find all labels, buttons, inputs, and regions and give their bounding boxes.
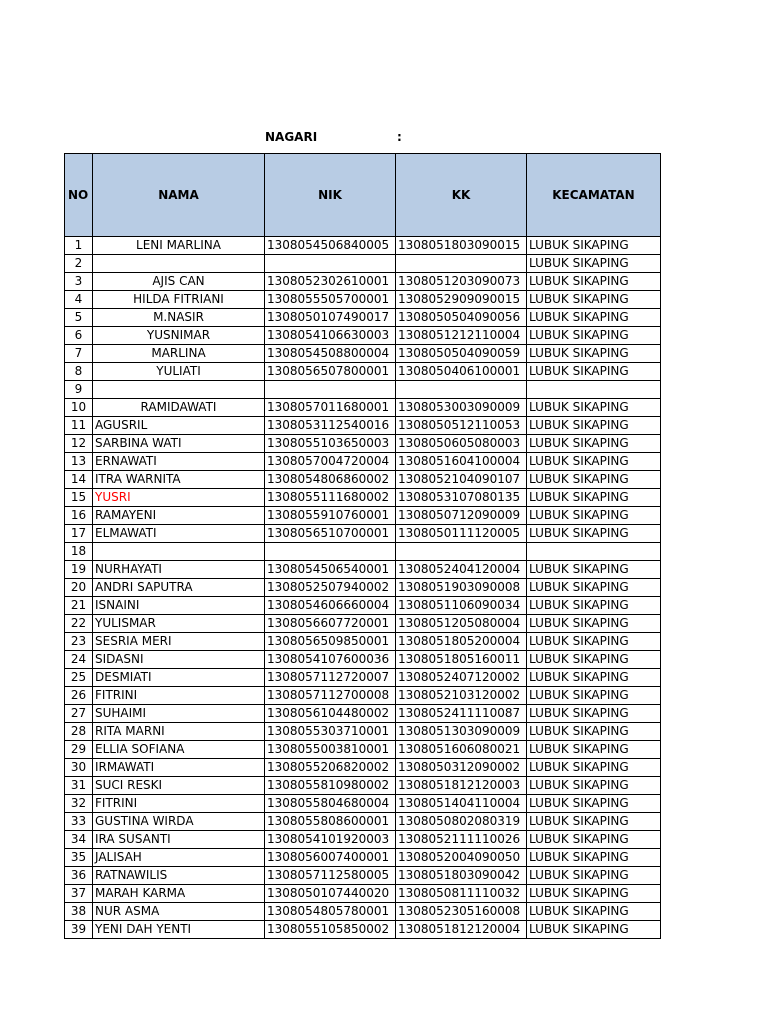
- cell-nama[interactable]: FITRINI: [93, 795, 265, 813]
- cell-kk[interactable]: 1308050802080319: [396, 813, 527, 831]
- cell-nik[interactable]: 1308054805780001: [265, 903, 396, 921]
- cell-kk[interactable]: 1308051604100004: [396, 453, 527, 471]
- table-row: [65, 849, 661, 867]
- cell-nik[interactable]: 1308055810980002: [265, 777, 396, 795]
- cell-kk[interactable]: 1308052404120004: [396, 561, 527, 579]
- cell-nik[interactable]: 1308054506540001: [265, 561, 396, 579]
- cell-nik[interactable]: 1308055003810001: [265, 741, 396, 759]
- cell-kk[interactable]: 1308052407120002: [396, 669, 527, 687]
- cell-nik[interactable]: 1308055303710001: [265, 723, 396, 741]
- table-row: [65, 669, 661, 687]
- cell-nik[interactable]: 1308057112700008: [265, 687, 396, 705]
- table-row: [65, 579, 661, 597]
- table-row: [65, 543, 661, 561]
- cell-kecamatan[interactable]: LUBUK SIKAPING: [527, 255, 661, 273]
- cell-nik[interactable]: 1308055910760001: [265, 507, 396, 525]
- cell-nama[interactable]: YUSNIMAR: [93, 327, 265, 345]
- cell-nik[interactable]: 1308055804680004: [265, 795, 396, 813]
- table-row: [65, 237, 661, 255]
- cell-kk[interactable]: 1308051803090015: [396, 237, 527, 255]
- cell-kk[interactable]: 1308050811110032: [396, 885, 527, 903]
- cell-kecamatan[interactable]: LUBUK SIKAPING: [527, 453, 661, 471]
- cell-kecamatan[interactable]: [527, 381, 661, 399]
- cell-kk[interactable]: 1308051205080004: [396, 615, 527, 633]
- data-table: [64, 153, 661, 939]
- cell-nik[interactable]: 1308057011680001: [265, 399, 396, 417]
- cell-no[interactable]: 27: [65, 705, 93, 723]
- cell-no[interactable]: 18: [65, 543, 93, 561]
- cell-nama[interactable]: ANDRI SAPUTRA: [93, 579, 265, 597]
- cell-no[interactable]: 1: [65, 237, 93, 255]
- cell-no[interactable]: 25: [65, 669, 93, 687]
- cell-no[interactable]: 28: [65, 723, 93, 741]
- table-row: [65, 561, 661, 579]
- cell-no[interactable]: 21: [65, 597, 93, 615]
- cell-kk[interactable]: 1308051303090009: [396, 723, 527, 741]
- cell-nik[interactable]: 1308054106630003: [265, 327, 396, 345]
- cell-kecamatan[interactable]: LUBUK SIKAPING: [527, 435, 661, 453]
- cell-kecamatan[interactable]: LUBUK SIKAPING: [527, 471, 661, 489]
- cell-no[interactable]: 30: [65, 759, 93, 777]
- cell-no[interactable]: 24: [65, 651, 93, 669]
- table-row: [65, 453, 661, 471]
- table-row: [65, 399, 661, 417]
- cell-kecamatan[interactable]: LUBUK SIKAPING: [527, 633, 661, 651]
- cell-nik[interactable]: 1308054606660004: [265, 597, 396, 615]
- cell-nik[interactable]: 1308050107490017: [265, 309, 396, 327]
- cell-nama[interactable]: RAMIDAWATI: [93, 399, 265, 417]
- table-row: [65, 885, 661, 903]
- cell-kecamatan[interactable]: LUBUK SIKAPING: [527, 615, 661, 633]
- cell-kecamatan[interactable]: LUBUK SIKAPING: [527, 921, 661, 939]
- table-row: [65, 597, 661, 615]
- table-row: [65, 327, 661, 345]
- cell-no[interactable]: 11: [65, 417, 93, 435]
- cell-nama[interactable]: NUR ASMA: [93, 903, 265, 921]
- cell-nik[interactable]: 1308052507940002: [265, 579, 396, 597]
- table-row: [65, 687, 661, 705]
- cell-no[interactable]: 33: [65, 813, 93, 831]
- cell-no[interactable]: 22: [65, 615, 93, 633]
- table-row: [65, 291, 661, 309]
- cell-kk[interactable]: 1308051203090073: [396, 273, 527, 291]
- table-row: [65, 435, 661, 453]
- cell-no[interactable]: 12: [65, 435, 93, 453]
- cell-kk[interactable]: 1308052004090050: [396, 849, 527, 867]
- cell-kecamatan[interactable]: LUBUK SIKAPING: [527, 723, 661, 741]
- cell-nama[interactable]: SESRIA MERI: [93, 633, 265, 651]
- cell-kecamatan[interactable]: LUBUK SIKAPING: [527, 273, 661, 291]
- cell-nama[interactable]: HILDA FITRIANI: [93, 291, 265, 309]
- cell-no[interactable]: 32: [65, 795, 93, 813]
- cell-no[interactable]: 35: [65, 849, 93, 867]
- cell-kecamatan[interactable]: LUBUK SIKAPING: [527, 741, 661, 759]
- column-header-nik: NIK: [265, 154, 396, 237]
- cell-nik[interactable]: 1308052302610001: [265, 273, 396, 291]
- table-row: [65, 471, 661, 489]
- cell-kecamatan[interactable]: LUBUK SIKAPING: [527, 363, 661, 381]
- cell-nik[interactable]: 1308054101920003: [265, 831, 396, 849]
- cell-nik[interactable]: 1308054506840005: [265, 237, 396, 255]
- cell-nik[interactable]: 1308056607720001: [265, 615, 396, 633]
- cell-kk[interactable]: 1308051803090042: [396, 867, 527, 885]
- cell-kecamatan[interactable]: LUBUK SIKAPING: [527, 345, 661, 363]
- table-row: [65, 255, 661, 273]
- cell-kk[interactable]: 1308051805200004: [396, 633, 527, 651]
- column-header-nama: NAMA: [93, 154, 265, 237]
- cell-no[interactable]: 3: [65, 273, 93, 291]
- cell-kecamatan[interactable]: LUBUK SIKAPING: [527, 903, 661, 921]
- column-header-kecamatan: KECAMATAN: [527, 154, 661, 237]
- table-row: [65, 795, 661, 813]
- cell-kecamatan[interactable]: LUBUK SIKAPING: [527, 777, 661, 795]
- cell-nama[interactable]: ELLIA SOFIANA: [93, 741, 265, 759]
- cell-kk[interactable]: 1308050504090056: [396, 309, 527, 327]
- cell-kk[interactable]: 1308053107080135: [396, 489, 527, 507]
- cell-no[interactable]: 39: [65, 921, 93, 939]
- cell-kecamatan[interactable]: LUBUK SIKAPING: [527, 867, 661, 885]
- cell-kk[interactable]: 1308050605080003: [396, 435, 527, 453]
- cell-kk[interactable]: 1308051812120003: [396, 777, 527, 795]
- table-header: [65, 154, 661, 237]
- cell-kk[interactable]: 1308052111110026: [396, 831, 527, 849]
- cell-nik[interactable]: 1308055505700001: [265, 291, 396, 309]
- cell-kecamatan[interactable]: LUBUK SIKAPING: [527, 813, 661, 831]
- table-row: [65, 345, 661, 363]
- cell-nama[interactable]: DESMIATI: [93, 669, 265, 687]
- cell-kecamatan[interactable]: LUBUK SIKAPING: [527, 651, 661, 669]
- cell-nama[interactable]: JALISAH: [93, 849, 265, 867]
- table-row: [65, 363, 661, 381]
- cell-nama[interactable]: NURHAYATI: [93, 561, 265, 579]
- cell-no[interactable]: 5: [65, 309, 93, 327]
- cell-nama[interactable]: MARAH KARMA: [93, 885, 265, 903]
- cell-nik[interactable]: 1308055808600001: [265, 813, 396, 831]
- cell-nama[interactable]: AJIS CAN: [93, 273, 265, 291]
- cell-kk[interactable]: [396, 543, 527, 561]
- cell-no[interactable]: 37: [65, 885, 93, 903]
- cell-kecamatan[interactable]: LUBUK SIKAPING: [527, 237, 661, 255]
- cell-nik[interactable]: [265, 255, 396, 273]
- cell-no[interactable]: 14: [65, 471, 93, 489]
- cell-nik[interactable]: [265, 543, 396, 561]
- cell-no[interactable]: 31: [65, 777, 93, 795]
- cell-no[interactable]: 7: [65, 345, 93, 363]
- cell-nama[interactable]: [93, 381, 265, 399]
- cell-no[interactable]: 6: [65, 327, 93, 345]
- cell-nama[interactable]: [93, 255, 265, 273]
- cell-kk[interactable]: [396, 255, 527, 273]
- cell-nik[interactable]: 1308056510700001: [265, 525, 396, 543]
- table-row: [65, 651, 661, 669]
- cell-nik[interactable]: [265, 381, 396, 399]
- cell-nik[interactable]: 1308055111680002: [265, 489, 396, 507]
- cell-nama[interactable]: M.NASIR: [93, 309, 265, 327]
- cell-nama[interactable]: RITA MARNI: [93, 723, 265, 741]
- header-row: [65, 154, 661, 237]
- cell-kk[interactable]: 1308052305160008: [396, 903, 527, 921]
- cell-nama[interactable]: SUCI RESKI: [93, 777, 265, 795]
- cell-kk[interactable]: 1308051805160011: [396, 651, 527, 669]
- cell-nama[interactable]: SUHAIMI: [93, 705, 265, 723]
- table-row: [65, 507, 661, 525]
- nagari-label: NAGARI: [265, 130, 318, 144]
- cell-nama[interactable]: RAMAYENI: [93, 507, 265, 525]
- cell-nama[interactable]: YENI DAH YENTI: [93, 921, 265, 939]
- cell-no[interactable]: 29: [65, 741, 93, 759]
- cell-no[interactable]: 8: [65, 363, 93, 381]
- cell-kk[interactable]: 1308050406100001: [396, 363, 527, 381]
- cell-kk[interactable]: 1308051404110004: [396, 795, 527, 813]
- cell-kecamatan[interactable]: LUBUK SIKAPING: [527, 849, 661, 867]
- column-header-kk: KK: [396, 154, 527, 237]
- cell-kk[interactable]: [396, 381, 527, 399]
- cell-no[interactable]: 26: [65, 687, 93, 705]
- cell-nama[interactable]: SIDASNI: [93, 651, 265, 669]
- table-row: [65, 921, 661, 939]
- cell-nama[interactable]: ISNAINI: [93, 597, 265, 615]
- cell-no[interactable]: 19: [65, 561, 93, 579]
- cell-kecamatan[interactable]: LUBUK SIKAPING: [527, 759, 661, 777]
- table-row: [65, 831, 661, 849]
- cell-nama[interactable]: FITRINI: [93, 687, 265, 705]
- cell-nik[interactable]: 1308054806860002: [265, 471, 396, 489]
- cell-no[interactable]: 13: [65, 453, 93, 471]
- cell-no[interactable]: 15: [65, 489, 93, 507]
- cell-nik[interactable]: 1308056104480002: [265, 705, 396, 723]
- cell-nama[interactable]: RATNAWILIS: [93, 867, 265, 885]
- table-row: [65, 381, 661, 399]
- cell-nama[interactable]: MARLINA: [93, 345, 265, 363]
- cell-nik[interactable]: 1308055105850002: [265, 921, 396, 939]
- cell-kecamatan[interactable]: LUBUK SIKAPING: [527, 327, 661, 345]
- cell-nama[interactable]: ELMAWATI: [93, 525, 265, 543]
- table-row: [65, 633, 661, 651]
- cell-kecamatan[interactable]: LUBUK SIKAPING: [527, 795, 661, 813]
- cell-nama[interactable]: AGUSRIL: [93, 417, 265, 435]
- table-row: [65, 273, 661, 291]
- cell-kecamatan[interactable]: [527, 543, 661, 561]
- cell-nama[interactable]: ERNAWATI: [93, 453, 265, 471]
- cell-no[interactable]: 10: [65, 399, 93, 417]
- cell-kk[interactable]: 1308051606080021: [396, 741, 527, 759]
- cell-kk[interactable]: 1308051812120004: [396, 921, 527, 939]
- cell-nik[interactable]: 1308056509850001: [265, 633, 396, 651]
- cell-nama[interactable]: YULIATI: [93, 363, 265, 381]
- cell-kk[interactable]: 1308053003090009: [396, 399, 527, 417]
- cell-kk[interactable]: 1308051212110004: [396, 327, 527, 345]
- cell-kecamatan[interactable]: LUBUK SIKAPING: [527, 705, 661, 723]
- table-row: [65, 777, 661, 795]
- cell-nik[interactable]: 1308057112720007: [265, 669, 396, 687]
- table-row: [65, 867, 661, 885]
- cell-no[interactable]: 34: [65, 831, 93, 849]
- nagari-colon: :: [397, 130, 402, 144]
- cell-no[interactable]: 17: [65, 525, 93, 543]
- cell-nik[interactable]: 1308057112580005: [265, 867, 396, 885]
- cell-nik[interactable]: 1308055206820002: [265, 759, 396, 777]
- column-header-no: NO: [65, 154, 93, 237]
- cell-kecamatan[interactable]: LUBUK SIKAPING: [527, 597, 661, 615]
- cell-nik[interactable]: 1308056007400001: [265, 849, 396, 867]
- cell-kk[interactable]: 1308050312090002: [396, 759, 527, 777]
- table-row: [65, 417, 661, 435]
- cell-kecamatan[interactable]: LUBUK SIKAPING: [527, 525, 661, 543]
- cell-nama[interactable]: IRA SUSANTI: [93, 831, 265, 849]
- cell-kecamatan[interactable]: LUBUK SIKAPING: [527, 687, 661, 705]
- cell-no[interactable]: 9: [65, 381, 93, 399]
- cell-kecamatan[interactable]: LUBUK SIKAPING: [527, 399, 661, 417]
- cell-nik[interactable]: 1308053112540016: [265, 417, 396, 435]
- cell-nama[interactable]: IRMAWATI: [93, 759, 265, 777]
- table-body: [65, 237, 661, 939]
- table-row: [65, 489, 661, 507]
- table-row: [65, 615, 661, 633]
- cell-kecamatan[interactable]: LUBUK SIKAPING: [527, 417, 661, 435]
- cell-nik[interactable]: 1308057004720004: [265, 453, 396, 471]
- cell-no[interactable]: 2: [65, 255, 93, 273]
- cell-nama[interactable]: LENI MARLINA: [93, 237, 265, 255]
- cell-nama[interactable]: YUSRI: [93, 489, 265, 507]
- cell-kecamatan[interactable]: LUBUK SIKAPING: [527, 507, 661, 525]
- cell-no[interactable]: 38: [65, 903, 93, 921]
- table-row: [65, 723, 661, 741]
- cell-kecamatan[interactable]: LUBUK SIKAPING: [527, 309, 661, 327]
- cell-nik[interactable]: 1308054107600036: [265, 651, 396, 669]
- cell-kk[interactable]: 1308052103120002: [396, 687, 527, 705]
- cell-kk[interactable]: 1308051903090008: [396, 579, 527, 597]
- table-row: [65, 309, 661, 327]
- table-row: [65, 705, 661, 723]
- cell-nama[interactable]: SARBINA WATI: [93, 435, 265, 453]
- cell-no[interactable]: 20: [65, 579, 93, 597]
- cell-no[interactable]: 23: [65, 633, 93, 651]
- cell-nama[interactable]: ITRA WARNITA: [93, 471, 265, 489]
- cell-kecamatan[interactable]: LUBUK SIKAPING: [527, 885, 661, 903]
- table-row: [65, 903, 661, 921]
- cell-kk[interactable]: 1308052909090015: [396, 291, 527, 309]
- cell-kk[interactable]: 1308052104090107: [396, 471, 527, 489]
- cell-kecamatan[interactable]: LUBUK SIKAPING: [527, 579, 661, 597]
- cell-kk[interactable]: 1308052411110087: [396, 705, 527, 723]
- table-row: [65, 759, 661, 777]
- table-row: [65, 813, 661, 831]
- cell-kk[interactable]: 1308051106090034: [396, 597, 527, 615]
- cell-kecamatan[interactable]: LUBUK SIKAPING: [527, 669, 661, 687]
- cell-nik[interactable]: 1308055103650003: [265, 435, 396, 453]
- cell-kk[interactable]: 1308050712090009: [396, 507, 527, 525]
- cell-nama[interactable]: GUSTINA WIRDA: [93, 813, 265, 831]
- table-row: [65, 741, 661, 759]
- cell-kecamatan[interactable]: LUBUK SIKAPING: [527, 561, 661, 579]
- cell-kk[interactable]: 1308050504090059: [396, 345, 527, 363]
- table-row: [65, 525, 661, 543]
- cell-nik[interactable]: 1308050107440020: [265, 885, 396, 903]
- cell-kk[interactable]: 1308050111120005: [396, 525, 527, 543]
- cell-kecamatan[interactable]: LUBUK SIKAPING: [527, 489, 661, 507]
- cell-no[interactable]: 4: [65, 291, 93, 309]
- cell-no[interactable]: 16: [65, 507, 93, 525]
- cell-nama[interactable]: YULISMAR: [93, 615, 265, 633]
- cell-kecamatan[interactable]: LUBUK SIKAPING: [527, 831, 661, 849]
- cell-no[interactable]: 36: [65, 867, 93, 885]
- cell-nik[interactable]: 1308056507800001: [265, 363, 396, 381]
- cell-kecamatan[interactable]: LUBUK SIKAPING: [527, 291, 661, 309]
- cell-nik[interactable]: 1308054508800004: [265, 345, 396, 363]
- cell-kk[interactable]: 1308050512110053: [396, 417, 527, 435]
- cell-nama[interactable]: [93, 543, 265, 561]
